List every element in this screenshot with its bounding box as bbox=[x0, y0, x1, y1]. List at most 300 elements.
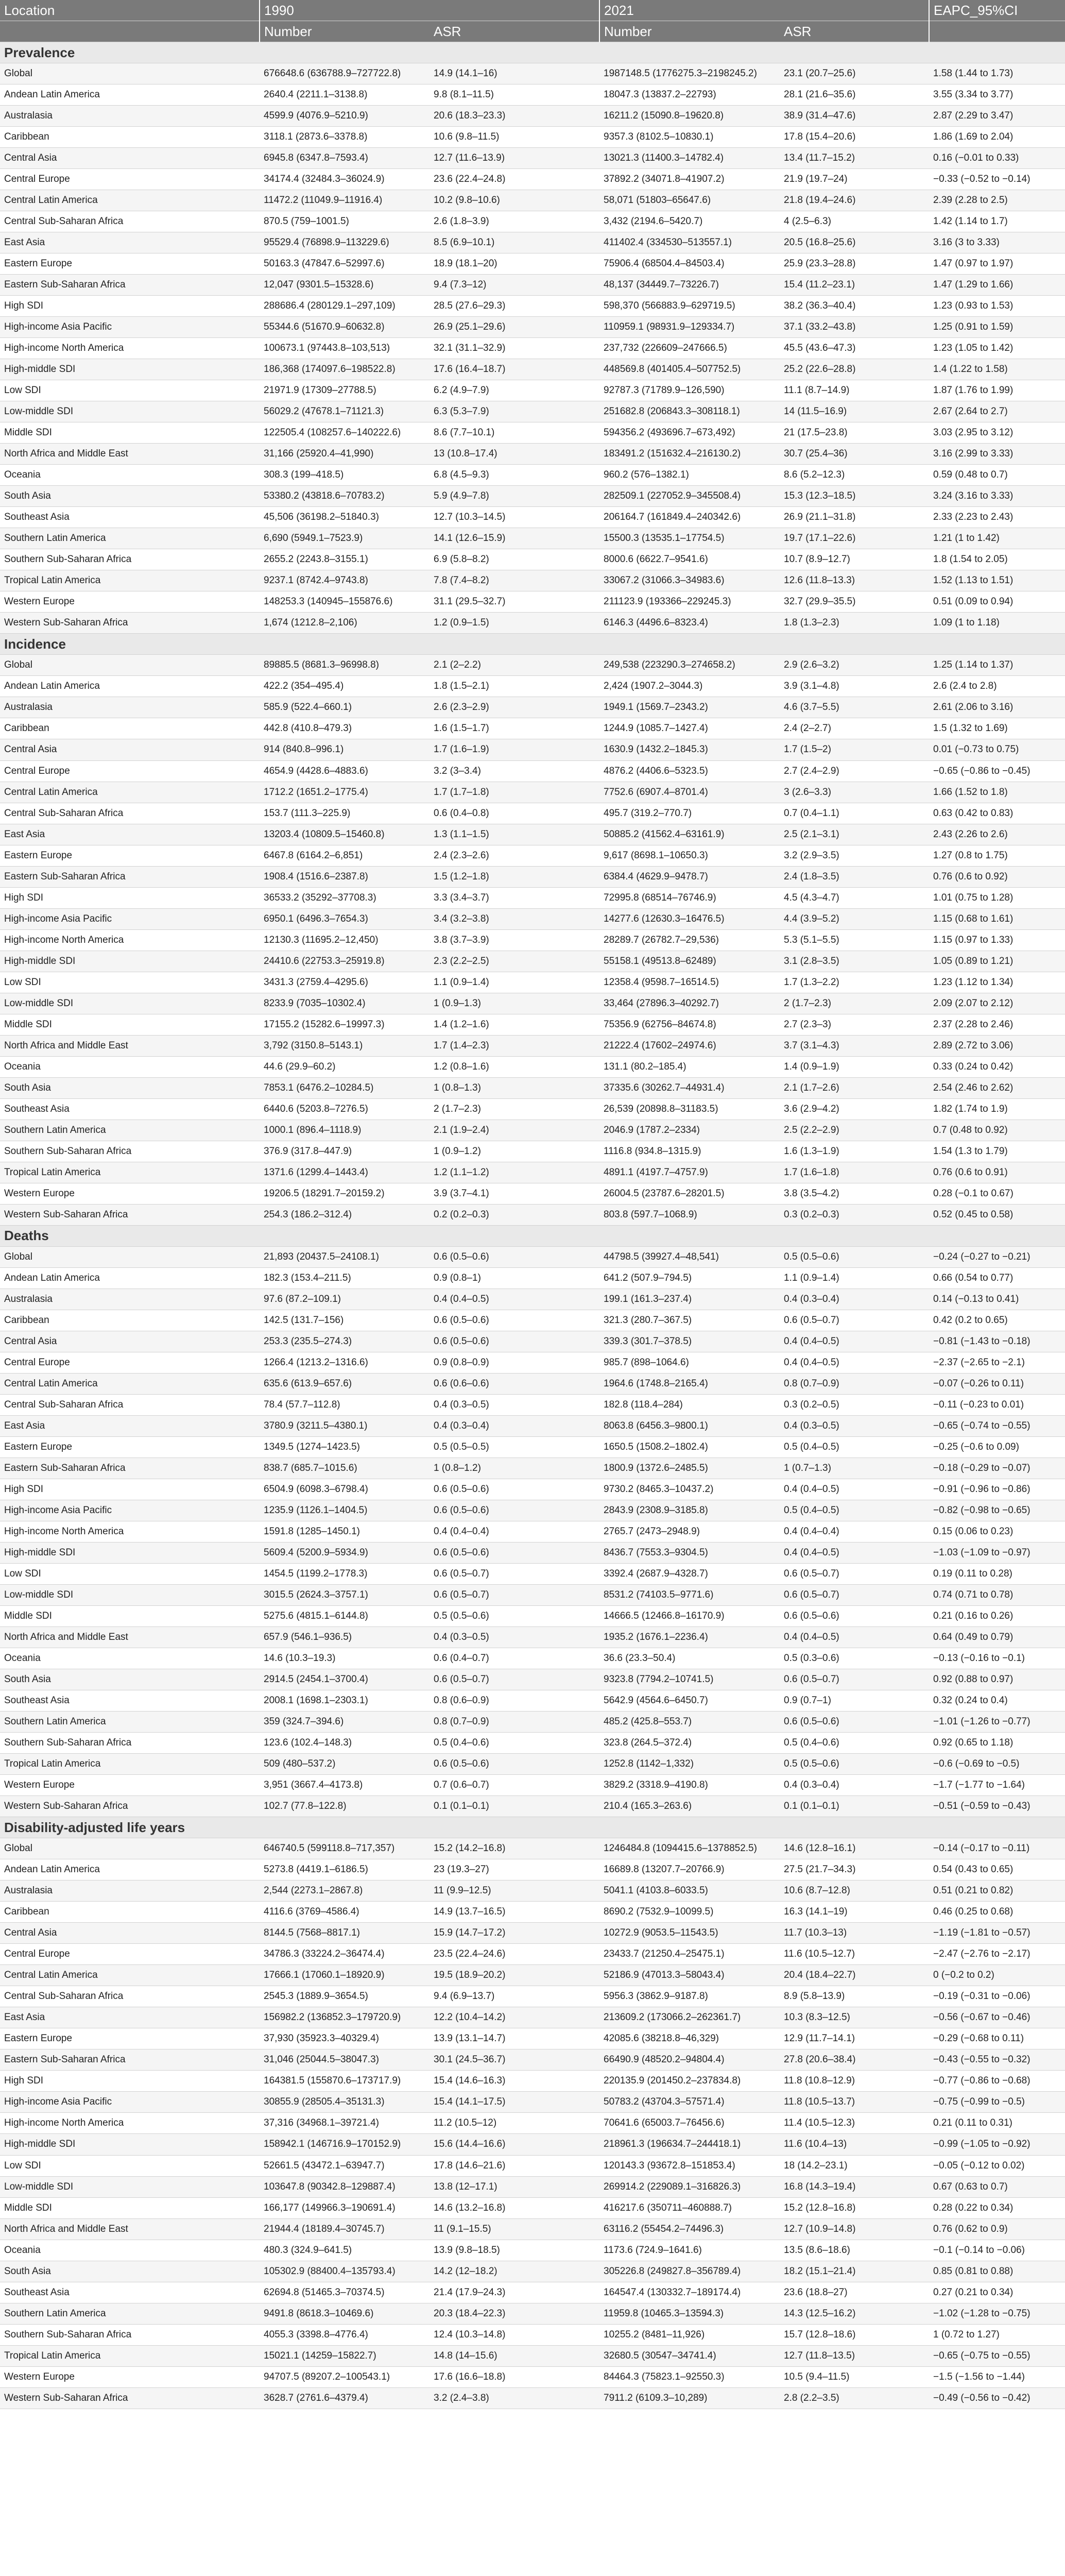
number-1990-cell: 50163.3 (47847.6–52997.6) bbox=[260, 253, 430, 275]
location-cell: High-income North America bbox=[0, 2113, 260, 2134]
location-cell: Eastern Europe bbox=[0, 1436, 260, 1458]
number-2021-cell: 9,617 (8698.1–10650.3) bbox=[599, 845, 780, 866]
asr-2021-cell: 0.5 (0.3–0.6) bbox=[780, 1648, 929, 1669]
asr-1990-cell: 0.2 (0.2–0.3) bbox=[430, 1204, 599, 1225]
eapc-cell: 1.25 (0.91 to 1.59) bbox=[929, 317, 1065, 338]
asr-1990-cell: 20.6 (18.3–23.3) bbox=[430, 106, 599, 127]
eapc-cell: −0.65 (−0.86 to −0.45) bbox=[929, 760, 1065, 782]
eapc-cell: 1.47 (0.97 to 1.97) bbox=[929, 253, 1065, 275]
location-cell: East Asia bbox=[0, 2007, 260, 2028]
number-2021-cell: 5642.9 (4564.6–6450.7) bbox=[599, 1690, 780, 1711]
number-2021-cell: 237,732 (226609–247666.5) bbox=[599, 338, 780, 359]
asr-2021-cell: 16.8 (14.3–19.4) bbox=[780, 2176, 929, 2197]
number-2021-cell: 218961.3 (196634.7–244418.1) bbox=[599, 2134, 780, 2155]
asr-2021-cell: 3.9 (3.1–4.8) bbox=[780, 676, 929, 697]
eapc-cell: 2.67 (2.64 to 2.7) bbox=[929, 401, 1065, 422]
asr-1990-cell: 2.3 (2.2–2.5) bbox=[430, 951, 599, 972]
asr-2021-cell: 0.5 (0.4–0.5) bbox=[780, 1436, 929, 1458]
location-cell: Low-middle SDI bbox=[0, 2176, 260, 2197]
table-row bbox=[0, 1585, 1065, 1606]
asr-1990-cell: 1 (0.9–1.3) bbox=[430, 993, 599, 1014]
table-row bbox=[0, 1120, 1065, 1141]
asr-2021-cell: 11.8 (10.5–13.7) bbox=[780, 2092, 929, 2113]
eapc-cell: 2.43 (2.26 to 2.6) bbox=[929, 824, 1065, 845]
number-2021-cell: 7911.2 (6109.3–10,289) bbox=[599, 2387, 780, 2409]
eapc-cell: 1.01 (0.75 to 1.28) bbox=[929, 887, 1065, 908]
number-2021-cell: 206164.7 (161849.4–240342.6) bbox=[599, 507, 780, 528]
asr-2021-cell: 27.5 (21.7–34.3) bbox=[780, 1859, 929, 1880]
number-1990-cell: 89885.5 (8681.3–96998.8) bbox=[260, 655, 430, 676]
eapc-cell: −0.1 (−0.14 to −0.06) bbox=[929, 2240, 1065, 2261]
number-1990-cell: 24410.6 (22753.3–25919.8) bbox=[260, 951, 430, 972]
location-cell: Andean Latin America bbox=[0, 84, 260, 106]
asr-1990-cell: 0.9 (0.8–0.9) bbox=[430, 1352, 599, 1373]
eapc-cell: 3.16 (3 to 3.33) bbox=[929, 232, 1065, 253]
asr-2021-cell: 12.7 (10.9–14.8) bbox=[780, 2218, 929, 2240]
number-2021-cell: 6146.3 (4496.6–8323.4) bbox=[599, 613, 780, 634]
location-cell: Andean Latin America bbox=[0, 1267, 260, 1289]
number-2021-cell: 960.2 (576–1382.1) bbox=[599, 465, 780, 486]
section-row bbox=[0, 42, 1065, 63]
eapc-cell: −0.99 (−1.05 to −0.92) bbox=[929, 2134, 1065, 2155]
location-cell: Central Latin America bbox=[0, 1965, 260, 1986]
eapc-cell: 0.28 (0.22 to 0.34) bbox=[929, 2197, 1065, 2218]
number-1990-cell: 254.3 (186.2–312.4) bbox=[260, 1204, 430, 1225]
table-row bbox=[0, 697, 1065, 718]
location-cell: Low-middle SDI bbox=[0, 993, 260, 1014]
table-row bbox=[0, 2028, 1065, 2049]
location-cell: Central Europe bbox=[0, 760, 260, 782]
number-2021-cell: 131.1 (80.2–185.4) bbox=[599, 1056, 780, 1077]
table-row bbox=[0, 507, 1065, 528]
asr-1990-cell: 0.4 (0.4–0.5) bbox=[430, 1289, 599, 1310]
asr-2021-cell: 0.6 (0.5–0.7) bbox=[780, 1310, 929, 1331]
number-2021-cell: 339.3 (301.7–378.5) bbox=[599, 1331, 780, 1352]
number-2021-cell: 8690.2 (7532.9–10099.5) bbox=[599, 1902, 780, 1923]
asr-2021-cell: 27.8 (20.6–38.4) bbox=[780, 2049, 929, 2071]
number-2021-cell: 6384.4 (4629.9–9478.7) bbox=[599, 866, 780, 887]
location-cell: Western Sub-Saharan Africa bbox=[0, 613, 260, 634]
location-cell: Western Europe bbox=[0, 591, 260, 613]
asr-1990-cell: 13 (10.8–17.4) bbox=[430, 444, 599, 465]
number-2021-cell: 55158.1 (49513.8–62489) bbox=[599, 951, 780, 972]
eapc-cell: −0.65 (−0.74 to −0.55) bbox=[929, 1415, 1065, 1436]
number-1990-cell: 15021.1 (14259–15822.7) bbox=[260, 2345, 430, 2366]
location-cell: Western Europe bbox=[0, 1183, 260, 1204]
eapc-cell: 0.21 (0.11 to 0.31) bbox=[929, 2113, 1065, 2134]
asr-1990-cell: 12.4 (10.3–14.8) bbox=[430, 2324, 599, 2345]
table-row bbox=[0, 1436, 1065, 1458]
number-2021-cell: 1630.9 (1432.2–1845.3) bbox=[599, 739, 780, 760]
eapc-cell: 0 (−0.2 to 0.2) bbox=[929, 1965, 1065, 1986]
eapc-cell: −0.75 (−0.99 to −0.5) bbox=[929, 2092, 1065, 2113]
location-cell: Southeast Asia bbox=[0, 507, 260, 528]
number-1990-cell: 31,046 (25044.5–38047.3) bbox=[260, 2049, 430, 2071]
asr-2021-cell: 12.9 (11.7–14.1) bbox=[780, 2028, 929, 2049]
asr-2021-cell: 0.6 (0.5–0.6) bbox=[780, 1711, 929, 1733]
asr-2021-cell: 0.8 (0.7–0.9) bbox=[780, 1373, 929, 1394]
location-cell: Southern Sub-Saharan Africa bbox=[0, 1141, 260, 1162]
number-1990-cell: 635.6 (613.9–657.6) bbox=[260, 1373, 430, 1394]
number-1990-cell: 308.3 (199–418.5) bbox=[260, 465, 430, 486]
number-1990-cell: 17155.2 (15282.6–19997.3) bbox=[260, 1014, 430, 1035]
location-cell: Low SDI bbox=[0, 1564, 260, 1585]
number-1990-cell: 2640.4 (2211.1–3138.8) bbox=[260, 84, 430, 106]
eapc-cell: 0.33 (0.24 to 0.42) bbox=[929, 1056, 1065, 1077]
location-cell: North Africa and Middle East bbox=[0, 1627, 260, 1648]
asr-1990-cell: 1.8 (1.5–2.1) bbox=[430, 676, 599, 697]
eapc-cell: 3.03 (2.95 to 3.12) bbox=[929, 422, 1065, 444]
asr-1990-cell: 14.1 (12.6–15.9) bbox=[430, 528, 599, 549]
number-2021-cell: 75906.4 (68504.4–84503.4) bbox=[599, 253, 780, 275]
asr-1990-cell: 0.7 (0.6–0.7) bbox=[430, 1775, 599, 1796]
location-cell: Global bbox=[0, 1246, 260, 1267]
number-2021-cell: 199.1 (161.3–237.4) bbox=[599, 1289, 780, 1310]
asr-2021-cell: 0.5 (0.4–0.5) bbox=[780, 1500, 929, 1521]
number-1990-cell: 44.6 (29.9–60.2) bbox=[260, 1056, 430, 1077]
location-cell: Tropical Latin America bbox=[0, 1162, 260, 1183]
table-row bbox=[0, 1014, 1065, 1035]
number-1990-cell: 1712.2 (1651.2–1775.4) bbox=[260, 782, 430, 803]
asr-1990-cell: 1.7 (1.7–1.8) bbox=[430, 782, 599, 803]
asr-2021-cell: 1.1 (0.9–1.4) bbox=[780, 1267, 929, 1289]
number-1990-cell: 676648.6 (636788.9–727722.8) bbox=[260, 63, 430, 84]
asr-2021-cell: 30.7 (25.4–36) bbox=[780, 444, 929, 465]
location-cell: Australasia bbox=[0, 1880, 260, 1902]
number-2021-cell: 10272.9 (9053.5–11543.5) bbox=[599, 1923, 780, 1944]
eapc-cell: 1.82 (1.74 to 1.9) bbox=[929, 1098, 1065, 1120]
asr-1990-cell: 30.1 (24.5–36.7) bbox=[430, 2049, 599, 2071]
table-row bbox=[0, 1711, 1065, 1733]
table-row bbox=[0, 1880, 1065, 1902]
number-1990-cell: 3,951 (3667.4–4173.8) bbox=[260, 1775, 430, 1796]
asr-2021-cell: 25.2 (22.6–28.8) bbox=[780, 359, 929, 380]
eapc-cell: −0.49 (−0.56 to −0.42) bbox=[929, 2387, 1065, 2409]
location-cell: Southern Latin America bbox=[0, 1711, 260, 1733]
year-1990-header: 1990 bbox=[260, 0, 599, 21]
asr-2021-cell: 4.5 (4.3–4.7) bbox=[780, 887, 929, 908]
asr-1990-cell: 23.6 (22.4–24.8) bbox=[430, 169, 599, 190]
number-1990-cell: 646740.5 (599118.8–717,357) bbox=[260, 1838, 430, 1859]
asr-2021-cell: 38.2 (36.3–40.4) bbox=[780, 296, 929, 317]
table-row bbox=[0, 486, 1065, 507]
number-2021-cell: 594356.2 (493696.7–673,492) bbox=[599, 422, 780, 444]
number-1990-cell: 123.6 (102.4–148.3) bbox=[260, 1733, 430, 1754]
asr-2021-cell: 20.4 (18.4–22.7) bbox=[780, 1965, 929, 1986]
number-2021-cell: 641.2 (507.9–794.5) bbox=[599, 1267, 780, 1289]
eapc-cell: −0.29 (−0.68 to 0.11) bbox=[929, 2028, 1065, 2049]
eapc-cell: 1.66 (1.52 to 1.8) bbox=[929, 782, 1065, 803]
number-2021-cell: 16689.8 (13207.7–20766.9) bbox=[599, 1859, 780, 1880]
location-cell: Central Latin America bbox=[0, 1373, 260, 1394]
location-cell: Low SDI bbox=[0, 380, 260, 401]
asr-2021-cell: 19.7 (17.1–22.6) bbox=[780, 528, 929, 549]
asr-2021-cell: 0.4 (0.4–0.5) bbox=[780, 1331, 929, 1352]
location-cell: Central Europe bbox=[0, 1352, 260, 1373]
table-row bbox=[0, 106, 1065, 127]
number-1990-cell: 156982.2 (136852.3–179720.9) bbox=[260, 2007, 430, 2028]
number-1990-cell: 21944.4 (18189.4–30745.7) bbox=[260, 2218, 430, 2240]
number-1990-cell: 1454.5 (1199.2–1778.3) bbox=[260, 1564, 430, 1585]
asr-1990-cell: 17.8 (14.6–21.6) bbox=[430, 2155, 599, 2176]
number-1990-cell: 3628.7 (2761.6–4379.4) bbox=[260, 2387, 430, 2409]
table-row bbox=[0, 1543, 1065, 1564]
asr-1990-cell: 1.5 (1.2–1.8) bbox=[430, 866, 599, 887]
number-1990-cell: 1266.4 (1213.2–1316.6) bbox=[260, 1352, 430, 1373]
eapc-cell: −0.43 (−0.55 to −0.32) bbox=[929, 2049, 1065, 2071]
number-1990-cell: 5609.4 (5200.9–5934.9) bbox=[260, 1543, 430, 1564]
eapc-cell: 2.6 (2.4 to 2.8) bbox=[929, 676, 1065, 697]
table-row bbox=[0, 253, 1065, 275]
asr-2021-cell: 8.9 (5.8–13.9) bbox=[780, 1986, 929, 2007]
location-cell: Central Asia bbox=[0, 739, 260, 760]
table-row bbox=[0, 84, 1065, 106]
number-2021-cell: 1964.6 (1748.8–2165.4) bbox=[599, 1373, 780, 1394]
number-2021-cell: 33067.2 (31066.3–34983.6) bbox=[599, 570, 780, 591]
eapc-cell: 3.16 (2.99 to 3.33) bbox=[929, 444, 1065, 465]
eapc-cell: 0.74 (0.71 to 0.78) bbox=[929, 1585, 1065, 1606]
table-row bbox=[0, 1204, 1065, 1225]
location-cell: Western Europe bbox=[0, 2366, 260, 2387]
asr-1990-cell: 17.6 (16.4–18.7) bbox=[430, 359, 599, 380]
number-2021-cell: 11959.8 (10465.3–13594.3) bbox=[599, 2303, 780, 2324]
table-row bbox=[0, 444, 1065, 465]
location-cell: Middle SDI bbox=[0, 422, 260, 444]
asr-1990-cell: 2 (1.7–2.3) bbox=[430, 1098, 599, 1120]
number-1990-cell: 19206.5 (18291.7–20159.2) bbox=[260, 1183, 430, 1204]
eapc-cell: 2.39 (2.28 to 2.5) bbox=[929, 190, 1065, 211]
asr-2021-cell: 2.8 (2.2–3.5) bbox=[780, 2387, 929, 2409]
location-cell: Central Asia bbox=[0, 148, 260, 169]
number-1990-cell: 3780.9 (3211.5–4380.1) bbox=[260, 1415, 430, 1436]
table-row bbox=[0, 718, 1065, 739]
asr-1990-cell: 0.6 (0.4–0.8) bbox=[430, 803, 599, 824]
asr-1990-cell: 21.4 (17.9–24.3) bbox=[430, 2282, 599, 2303]
number-2021-cell: 7752.6 (6907.4–8701.4) bbox=[599, 782, 780, 803]
number-1990-cell: 52661.5 (43472.1–63947.7) bbox=[260, 2155, 430, 2176]
asr-1990-cell: 1.1 (0.9–1.4) bbox=[430, 972, 599, 993]
location-cell: South Asia bbox=[0, 1077, 260, 1098]
header-row-years bbox=[0, 0, 1065, 21]
number-2021-cell: 220135.9 (201450.2–237834.8) bbox=[599, 2071, 780, 2092]
number-1990-cell: 4654.9 (4428.6–4883.6) bbox=[260, 760, 430, 782]
eapc-cell: 0.7 (0.48 to 0.92) bbox=[929, 1120, 1065, 1141]
asr-1990-cell: 5.9 (4.9–7.8) bbox=[430, 486, 599, 507]
number-1990-cell: 6950.1 (6496.3–7654.3) bbox=[260, 908, 430, 929]
number-2021-cell: 411402.4 (334530–513557.1) bbox=[599, 232, 780, 253]
eapc-cell: 1.23 (0.93 to 1.53) bbox=[929, 296, 1065, 317]
asr-2021-cell: 5.3 (5.1–5.5) bbox=[780, 929, 929, 951]
location-cell: East Asia bbox=[0, 824, 260, 845]
eapc-cell: 2.61 (2.06 to 3.16) bbox=[929, 697, 1065, 718]
location-cell: Oceania bbox=[0, 2240, 260, 2261]
section-row bbox=[0, 1817, 1065, 1838]
asr-1990-cell: 15.4 (14.6–16.3) bbox=[430, 2071, 599, 2092]
asr-1990-cell: 15.4 (14.1–17.5) bbox=[430, 2092, 599, 2113]
asr-1990-cell: 0.1 (0.1–0.1) bbox=[430, 1796, 599, 1817]
location-cell: Oceania bbox=[0, 1648, 260, 1669]
section-title: Incidence bbox=[0, 634, 1065, 655]
eapc-cell: 0.27 (0.21 to 0.34) bbox=[929, 2282, 1065, 2303]
number-1990-cell: 105302.9 (88400.4–135793.4) bbox=[260, 2261, 430, 2282]
table-row bbox=[0, 1902, 1065, 1923]
number-1990-cell: 153.7 (111.3–225.9) bbox=[260, 803, 430, 824]
table-row bbox=[0, 1775, 1065, 1796]
asr-2021-cell: 15.3 (12.3–18.5) bbox=[780, 486, 929, 507]
table-row bbox=[0, 845, 1065, 866]
location-cell: Eastern Sub-Saharan Africa bbox=[0, 275, 260, 296]
table-row bbox=[0, 1923, 1065, 1944]
asr-1990-cell: 15.9 (14.7–17.2) bbox=[430, 1923, 599, 1944]
number-1990-cell: 585.9 (522.4–660.1) bbox=[260, 697, 430, 718]
table-row bbox=[0, 2155, 1065, 2176]
table-row bbox=[0, 803, 1065, 824]
asr-1990-cell: 3.2 (3–3.4) bbox=[430, 760, 599, 782]
asr-1990-cell: 19.5 (18.9–20.2) bbox=[430, 1965, 599, 1986]
number-1990-cell: 870.5 (759–1001.5) bbox=[260, 211, 430, 232]
location-cell: Central Asia bbox=[0, 1923, 260, 1944]
asr-1990-cell: 0.6 (0.5–0.6) bbox=[430, 1754, 599, 1775]
asr-1990-cell: 14.8 (14–15.6) bbox=[430, 2345, 599, 2366]
asr-1990-cell: 0.5 (0.4–0.6) bbox=[430, 1733, 599, 1754]
eapc-header: EAPC_95%CI bbox=[929, 0, 1065, 21]
asr-1990-cell: 0.4 (0.4–0.4) bbox=[430, 1521, 599, 1543]
table-row bbox=[0, 760, 1065, 782]
asr-1990-cell: 9.4 (7.3–12) bbox=[430, 275, 599, 296]
number-1990-cell: 11472.2 (11049.9–11916.4) bbox=[260, 190, 430, 211]
number-2021-cell: 3392.4 (2687.9–4328.7) bbox=[599, 1564, 780, 1585]
location-cell: Oceania bbox=[0, 1056, 260, 1077]
location-cell: Middle SDI bbox=[0, 1606, 260, 1627]
eapc-cell: −1.02 (−1.28 to −0.75) bbox=[929, 2303, 1065, 2324]
eapc-cell: −0.19 (−0.31 to −0.06) bbox=[929, 1986, 1065, 2007]
table-row bbox=[0, 2240, 1065, 2261]
number-1990-cell: 4599.9 (4076.9–5210.9) bbox=[260, 106, 430, 127]
number-2021-cell: 50783.2 (43704.3–57571.4) bbox=[599, 2092, 780, 2113]
table-row bbox=[0, 1056, 1065, 1077]
location-cell: High-middle SDI bbox=[0, 951, 260, 972]
asr-2021-cell: 0.6 (0.5–0.7) bbox=[780, 1669, 929, 1690]
asr-1990-cell: 0.6 (0.5–0.7) bbox=[430, 1669, 599, 1690]
table-row bbox=[0, 1077, 1065, 1098]
eapc-cell: −0.14 (−0.17 to −0.11) bbox=[929, 1838, 1065, 1859]
eapc-cell: −2.37 (−2.65 to −2.1) bbox=[929, 1352, 1065, 1373]
number-2021-cell: 210.4 (165.3–263.6) bbox=[599, 1796, 780, 1817]
table-row bbox=[0, 317, 1065, 338]
table-row bbox=[0, 549, 1065, 570]
eapc-cell: 1.21 (1 to 1.42) bbox=[929, 528, 1065, 549]
asr-2021-cell: 26.9 (21.1–31.8) bbox=[780, 507, 929, 528]
asr-1990-cell: 3.4 (3.2–3.8) bbox=[430, 908, 599, 929]
number-2021-cell: 182.8 (118.4–284) bbox=[599, 1394, 780, 1415]
eapc-cell: 0.63 (0.42 to 0.83) bbox=[929, 803, 1065, 824]
number-1990-cell: 3118.1 (2873.6–3378.8) bbox=[260, 127, 430, 148]
asr-1990-cell: 1.7 (1.6–1.9) bbox=[430, 739, 599, 760]
eapc-cell: 0.32 (0.24 to 0.4) bbox=[929, 1690, 1065, 1711]
number-2021-cell: 803.8 (597.7–1068.9) bbox=[599, 1204, 780, 1225]
table-row bbox=[0, 1754, 1065, 1775]
location-subheader bbox=[0, 21, 260, 42]
number-1990-cell: 78.4 (57.7–112.8) bbox=[260, 1394, 430, 1415]
asr-1990-cell: 0.6 (0.5–0.6) bbox=[430, 1246, 599, 1267]
asr-2021-cell: 2.7 (2.4–2.9) bbox=[780, 760, 929, 782]
location-cell: Tropical Latin America bbox=[0, 1754, 260, 1775]
table-row bbox=[0, 1733, 1065, 1754]
number-2021-cell: 12358.4 (9598.7–16514.5) bbox=[599, 972, 780, 993]
location-cell: Oceania bbox=[0, 465, 260, 486]
asr-2021-cell: 14.3 (12.5–16.2) bbox=[780, 2303, 929, 2324]
table-row bbox=[0, 1627, 1065, 1648]
year-2021-header: 2021 bbox=[599, 0, 929, 21]
number-2021-cell: 42085.6 (38218.8–46,329) bbox=[599, 2028, 780, 2049]
number-1990-cell: 142.5 (131.7–156) bbox=[260, 1310, 430, 1331]
section-title: Prevalence bbox=[0, 42, 1065, 63]
location-cell: Central Sub-Saharan Africa bbox=[0, 803, 260, 824]
number-1990-cell: 422.2 (354–495.4) bbox=[260, 676, 430, 697]
eapc-cell: −1.19 (−1.81 to −0.57) bbox=[929, 1923, 1065, 1944]
number-2021-cell: 164547.4 (130332.7–189174.4) bbox=[599, 2282, 780, 2303]
eapc-cell: 1.87 (1.76 to 1.99) bbox=[929, 380, 1065, 401]
number-1990-cell: 442.8 (410.8–479.3) bbox=[260, 718, 430, 739]
eapc-cell: 0.52 (0.45 to 0.58) bbox=[929, 1204, 1065, 1225]
number-1990-cell: 102.7 (77.8–122.8) bbox=[260, 1796, 430, 1817]
number-1990-cell: 2,544 (2273.1–2867.8) bbox=[260, 1880, 430, 1902]
location-cell: Western Europe bbox=[0, 1775, 260, 1796]
table-row bbox=[0, 211, 1065, 232]
asr-2021-cell: 15.4 (11.2–23.1) bbox=[780, 275, 929, 296]
number-2021-cell: 1173.6 (724.9–1641.6) bbox=[599, 2240, 780, 2261]
asr-1990-cell: 3.9 (3.7–4.1) bbox=[430, 1183, 599, 1204]
number-2021-cell: 251682.8 (206843.3–308118.1) bbox=[599, 401, 780, 422]
asr-2021-cell: 20.5 (16.8–25.6) bbox=[780, 232, 929, 253]
table-row bbox=[0, 1944, 1065, 1965]
number-2021-cell: 5041.1 (4103.8–6033.5) bbox=[599, 1880, 780, 1902]
number-2021-cell: 598,370 (566883.9–629719.5) bbox=[599, 296, 780, 317]
asr-1990-cell: 0.6 (0.5–0.6) bbox=[430, 1479, 599, 1500]
asr-1990-cell: 26.9 (25.1–29.6) bbox=[430, 317, 599, 338]
asr-2021-cell: 0.6 (0.5–0.6) bbox=[780, 1606, 929, 1627]
location-cell: Caribbean bbox=[0, 127, 260, 148]
eapc-cell: −0.11 (−0.23 to 0.01) bbox=[929, 1394, 1065, 1415]
location-cell: North Africa and Middle East bbox=[0, 1035, 260, 1056]
number-1990-cell: 186,368 (174097.6–198522.8) bbox=[260, 359, 430, 380]
table-row bbox=[0, 2387, 1065, 2409]
location-cell: Southeast Asia bbox=[0, 2282, 260, 2303]
asr-1990-cell: 0.8 (0.6–0.9) bbox=[430, 1690, 599, 1711]
location-cell: Eastern Sub-Saharan Africa bbox=[0, 1458, 260, 1479]
asr-2021-cell: 0.4 (0.4–0.5) bbox=[780, 1627, 929, 1648]
table-row bbox=[0, 1669, 1065, 1690]
number-2021-cell: 282509.1 (227052.9–345508.4) bbox=[599, 486, 780, 507]
asr-1990-cell: 1 (0.9–1.2) bbox=[430, 1141, 599, 1162]
location-cell: Global bbox=[0, 1838, 260, 1859]
asr-1990-cell: 1 (0.8–1.3) bbox=[430, 1077, 599, 1098]
number-1990-cell: 21,893 (20437.5–24108.1) bbox=[260, 1246, 430, 1267]
number-2021-cell: 66490.9 (48520.2–94804.4) bbox=[599, 2049, 780, 2071]
eapc-cell: 2.09 (2.07 to 2.12) bbox=[929, 993, 1065, 1014]
eapc-cell: −0.77 (−0.86 to −0.68) bbox=[929, 2071, 1065, 2092]
eapc-cell: 0.92 (0.88 to 0.97) bbox=[929, 1669, 1065, 1690]
asr-1990-cell: 0.8 (0.7–0.9) bbox=[430, 1711, 599, 1733]
section-title: Deaths bbox=[0, 1225, 1065, 1246]
eapc-cell: 1.52 (1.13 to 1.51) bbox=[929, 570, 1065, 591]
location-cell: Global bbox=[0, 655, 260, 676]
table-row bbox=[0, 1415, 1065, 1436]
table-row bbox=[0, 739, 1065, 760]
location-cell: High-income North America bbox=[0, 1521, 260, 1543]
table-row bbox=[0, 1267, 1065, 1289]
number-1990-cell: 62694.8 (51465.3–70374.5) bbox=[260, 2282, 430, 2303]
